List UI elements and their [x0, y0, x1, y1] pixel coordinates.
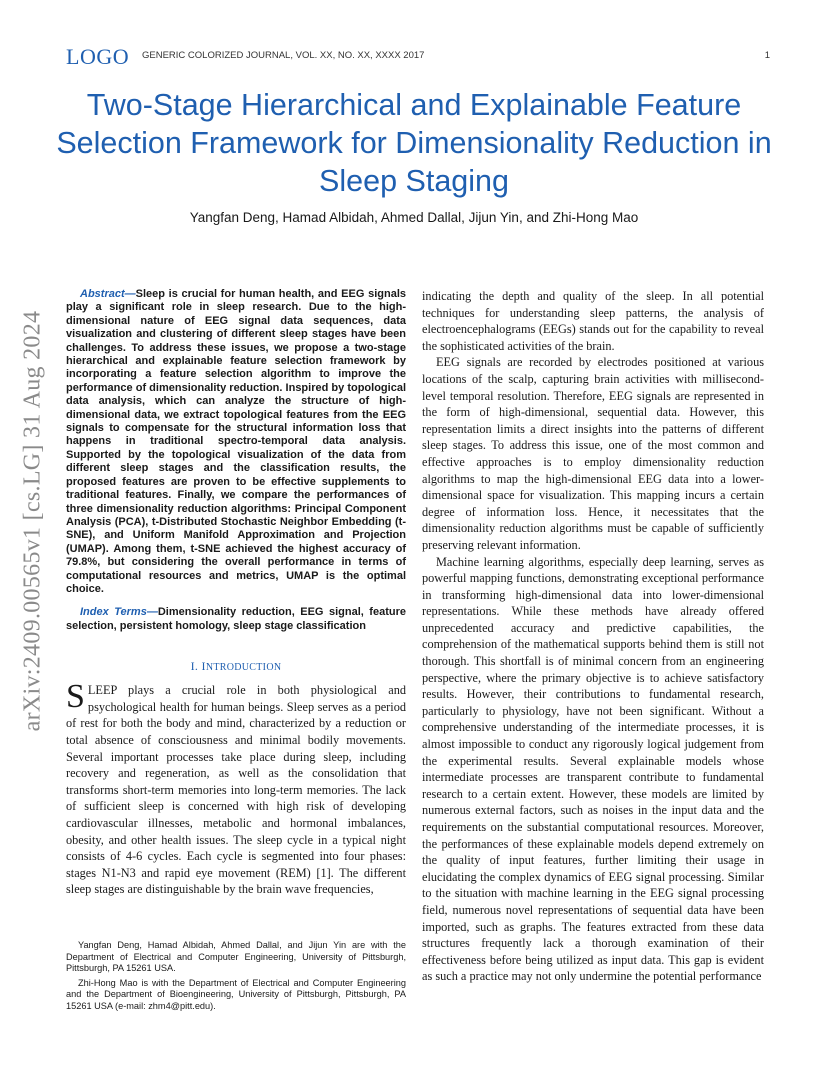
section-numeral: I. [190, 659, 199, 674]
abstract [66, 288, 406, 596]
arxiv-stamp-text: arXiv:2409.00565v1 [cs.LG] 31 Aug 2024 [19, 310, 46, 732]
index-terms-label: Index Terms— [80, 606, 158, 619]
index-terms-text: Dimensionality reduction, EEG signal, feature selection, persistent homology, sleep stage classification [66, 606, 406, 632]
running-header [66, 44, 770, 69]
abstract-text: Sleep is crucial for human health, and EEG signals play a significant role in sleep research. Due to the high-dimensional nature of EEG signal data sequences, data visualization and clustering of different sleep stages have been challenges. To address these issues, we propose a two-stage hierarchical and explainable feature selection framework by incorporating a feature selection algorithm to improve the performance of dimensionality reduction. Inspired by topological data analysis, which can analyze the structure of high-dimensional data, we extract topological features from the EEG signals to compensate for the structural information loss that happens in traditional spectro-temporal data analysis. Supported by the topological visualization of the data from different sleep stages and the classification results, the proposed features are proven to be effective supplements to traditional features. Finally, we compare the performances of three dimensionality reduction algorithms: Principal Component Analysis (PCA), t-Distributed Stochastic Neighbor Embedding (t-SNE), and Uniform Manifold Approximation and Projection (UMAP). Among them, t-SNE achieved the highest accuracy of 79.8%, but considering the overall performance in terms of computational resources and metrics, UMAP is the optimal choice. [66, 288, 406, 595]
right-column [422, 288, 764, 985]
paragraph: indicating the depth and quality of the sleep. In all potential techniques for understanding sleep patterns, the analysis of electroencephalograms (EEGs) stands out for the capability to reveal the sophisticated activities of the brain. [422, 289, 764, 353]
index-terms [66, 606, 406, 633]
journal-logo: LOGO [66, 44, 130, 69]
section-heading [66, 659, 406, 674]
author-list: Yangfan Deng, Hamad Albidah, Ahmed Dallal, Jijun Yin, and Zhi-Hong Mao [189, 210, 639, 225]
arxiv-stamp [18, 282, 48, 760]
paragraph: EEG signals are recorded by electrodes positioned at various locations of the scalp, capturing brain activities with millisecond-level temporal resolution. Therefore, EEG signals are represented in the form of high-dimensional, sequential data. However, this representation limits a direct insights into the patterns of different sleep stages. To address this issue, one of the most common and effective approaches is to employ dimensionality reduction algorithms to map the high-dimensional EEG data into a lower-dimensional space for visualization. This mapping incurs a certain degree of information loss. Hence, it necessitates that the dimensionality reduction algorithms must be capable of sufficiently preserving relevant information. [422, 355, 764, 552]
paragraph: Machine learning algorithms, especially deep learning, serves as powerful mapping functions, demonstrating exceptional performance in transforming high-dimensional data into lower-dimensional representations. While these methods have already offered unprecedented accuracy and predictive capabilities, the comprehension of the mathematical supports behind them is still not thorough. This shortfall is of minimal concern from an engineering perspective, where the primary objective is to achieve satisfactory results. However, their contributions to fundamental research, particularly to physiology, have not been significant. Without a comprehensive understanding of the intermediate processes, it is almost impossible to conduct any rigorously logical judgement from the experimental results. Several explainable models whose intermediate processes are transparent contribute to fundamental research to a certain extent. However, these models are limited by numerous external factors, such as noises in the input data and the requirements on the substantial computational resources. Moreover, the performances of these explainable models depend extremely on the quality of input features, further limiting their usage in elucidating the complex dynamics of EEG signal processing. Similar to the situation with machine learning in the EEG signal processing field, numerous novel representations of sequential data have been imported, such as graphs. The features extracted from these data structures frequently lack a thorough examination of their effectiveness before being utilized as input data. This gap is evident as such a practice may not only undermine the potential performance [422, 554, 764, 984]
footnotes [66, 940, 406, 1016]
left-column [66, 288, 406, 898]
footnote-affiliation-2: Zhi-Hong Mao is with the Department of Electrical and Computer Engineering and the Department of Bioengineering, University of Pittsburgh, Pittsburgh, PA 15261 USA (e-mail: zhm4@pitt.edu). [66, 977, 406, 1011]
intro-text: LEEP plays a crucial role in both physiological and psychological health for human beings. Sleep serves as a period of rest for both the body and mind, characterized by a reduction or total absence of consciousness and minimal bodily movements. Several important processes take place during sleep, including recovery and regeneration, as well as the consolidation that transforms short-term memories into long-term memories. The lack of sufficient sleep is concerned with high risk of developing cardiovascular illnesses, metabolic and hormonal imbalances, obesity, and other health issues. The sleep cycle in a typical night consists of 4-6 cycles. Each cycle is segmented into four phases: stages N1-N3 and rapid eye movement (REM) [1]. The different sleep stages are distinguishable by the brain wave frequencies, [66, 683, 406, 897]
drop-cap: S [66, 678, 85, 716]
intro-paragraph [66, 678, 406, 898]
page-number: 1 [764, 50, 770, 61]
section-initial: I [201, 659, 206, 674]
footnote-affiliation-1: Yangfan Deng, Hamad Albidah, Ahmed Dallal, and Jijun Yin are with the Department of Electrical and Computer Engineering, University of Pittsburgh, Pittsburgh, PA 15261 USA. [66, 940, 406, 974]
paper-title: Two-Stage Hierarchical and Explainable Feature Selection Framework for Dimensionality Reduction in Sleep Staging [56, 88, 772, 198]
journal-name: GENERIC COLORIZED JOURNAL, VOL. XX, NO. XX, XXXX 2017 [142, 50, 425, 61]
abstract-label: Abstract— [80, 288, 136, 300]
section-rest: NTRODUCTION [205, 662, 282, 674]
